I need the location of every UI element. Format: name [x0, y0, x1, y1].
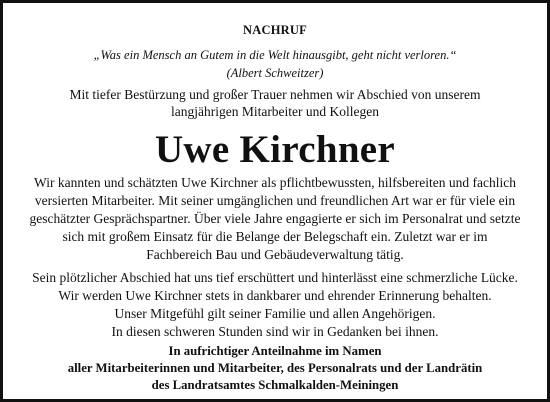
paragraph-line: Unser Mitgefühl gilt seiner Familie und allen Angehörigen. — [114, 306, 436, 321]
closing-line: In aufrichtiger Anteilnahme im Namen — [168, 344, 382, 358]
intro-line: Mit tiefer Bestürzung und großer Trauer nehmen wir Abschied von unserem — [69, 87, 481, 102]
paragraph-line: sich mit großem Einsatz für die Belange der Belegschaft ein. Zuletzt war er im — [62, 229, 488, 244]
closing-line: aller Mitarbeiterinnen und Mitarbeiter, des Personalrats und der Landrätin — [67, 361, 483, 375]
quote-text: „Was ein Mensch an Gutem in die Welt hinausgibt, geht nicht verloren.“ — [93, 48, 457, 62]
paragraph-line: Sein plötzlicher Abschied hat uns tief erschüttert und hinterlässt eine schmerzliche Lücke. — [32, 270, 518, 285]
closing-line: des Landratsamtes Schmalkalden-Meiningen — [151, 378, 399, 392]
quote-author: (Albert Schweitzer) — [226, 66, 324, 80]
deceased-name: Uwe Kirchner — [154, 128, 396, 171]
intro-line: langjährigen Mitarbeiter und Kollegen — [170, 104, 380, 119]
notice-heading: NACHRUF — [243, 23, 307, 37]
paragraph-line: Wir werden Uwe Kirchner stets in dankbarer und ehrender Erinnerung behalten. — [58, 288, 492, 303]
paragraph-line: In diesen schweren Stunden sind wir in Gedanken bei ihnen. — [111, 324, 439, 339]
paragraph-line: Wir kannten und schätzten Uwe Kirchner als pflichtbewussten, hilfsbereiten und fachlich — [34, 175, 516, 190]
paragraph-line: geschätzter Gesprächspartner. Über viele Jahre engagierte er sich im Personalrat und setzte — [29, 211, 521, 226]
paragraph-line: versierten Mitarbeiter. Mit seiner umgänglichen und freundlichen Art war er für viele ein — [34, 193, 516, 208]
paragraph-line: Fachbereich Bau und Gebäudeverwaltung tätig. — [146, 247, 404, 262]
